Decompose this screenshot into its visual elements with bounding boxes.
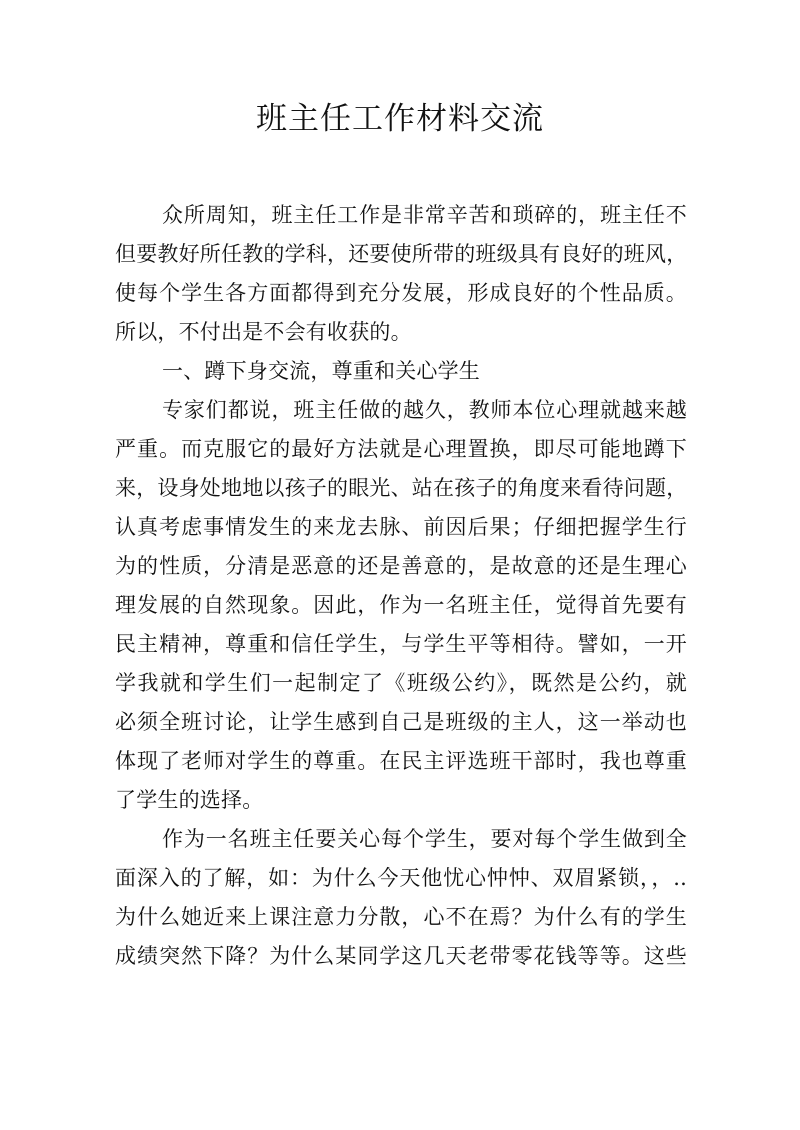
section-heading: 一、蹲下身交流，尊重和关心学生	[162, 359, 480, 383]
paragraph-line: 为什么她近来上课注意力分散，心不在焉？为什么有的学生	[115, 905, 687, 929]
paragraph-line: 学我就和学生们一起制定了《班级公约》，既然是公约，就	[115, 671, 687, 695]
paragraph-line: 必须全班讨论，让学生感到自己是班级的主人，这一举动也	[115, 710, 687, 734]
paragraph-line: 专家们都说，班主任做的越久，教师本位心理就越来越	[162, 398, 687, 422]
document-body	[115, 196, 687, 976]
paragraph-line: 理发展的自然现象。因此，作为一名班主任，觉得首先要有	[115, 593, 687, 617]
paragraph-line: 民主精神，尊重和信任学生，与学生平等相待。譬如，一开	[115, 632, 687, 656]
paragraph-line: 严重。而克服它的最好方法就是心理置换，即尽可能地蹲下	[115, 437, 687, 461]
paragraph-line: 成绩突然下降？为什么某同学这几天老带零花钱等等。这些	[115, 944, 687, 968]
paragraph-line: 使每个学生各方面都得到充分发展，形成良好的个性品质。	[115, 281, 687, 305]
paragraph-line: 了学生的选择。	[115, 788, 264, 812]
paragraph-line: 认真考虑事情发生的来龙去脉、前因后果；仔细把握学生行	[115, 515, 687, 539]
paragraph-line: 来，设身处地地以孩子的眼光、站在孩子的角度来看待问题，	[115, 476, 688, 500]
paragraph-line: 体现了老师对学生的尊重。在民主评选班干部时，我也尊重	[115, 749, 687, 773]
paragraph-line: 但要教好所任教的学科，还要使所带的班级具有良好的班风，	[115, 242, 688, 266]
paragraph-line: 作为一名班主任要关心每个学生，要对每个学生做到全	[162, 827, 687, 851]
paragraph-line: 所以，不付出是不会有收获的。	[115, 320, 412, 344]
paragraph-line: 为的性质，分清是恶意的还是善意的，是故意的还是生理心	[115, 554, 687, 578]
document-title: 班主任工作材料交流	[256, 101, 544, 137]
paragraph-line: 面深入的了解，如：为什么今天他忧心忡忡、双眉紧锁，，..	[115, 866, 687, 890]
paragraph-line: 众所周知，班主任工作是非常辛苦和琐碎的，班主任不	[162, 203, 687, 227]
